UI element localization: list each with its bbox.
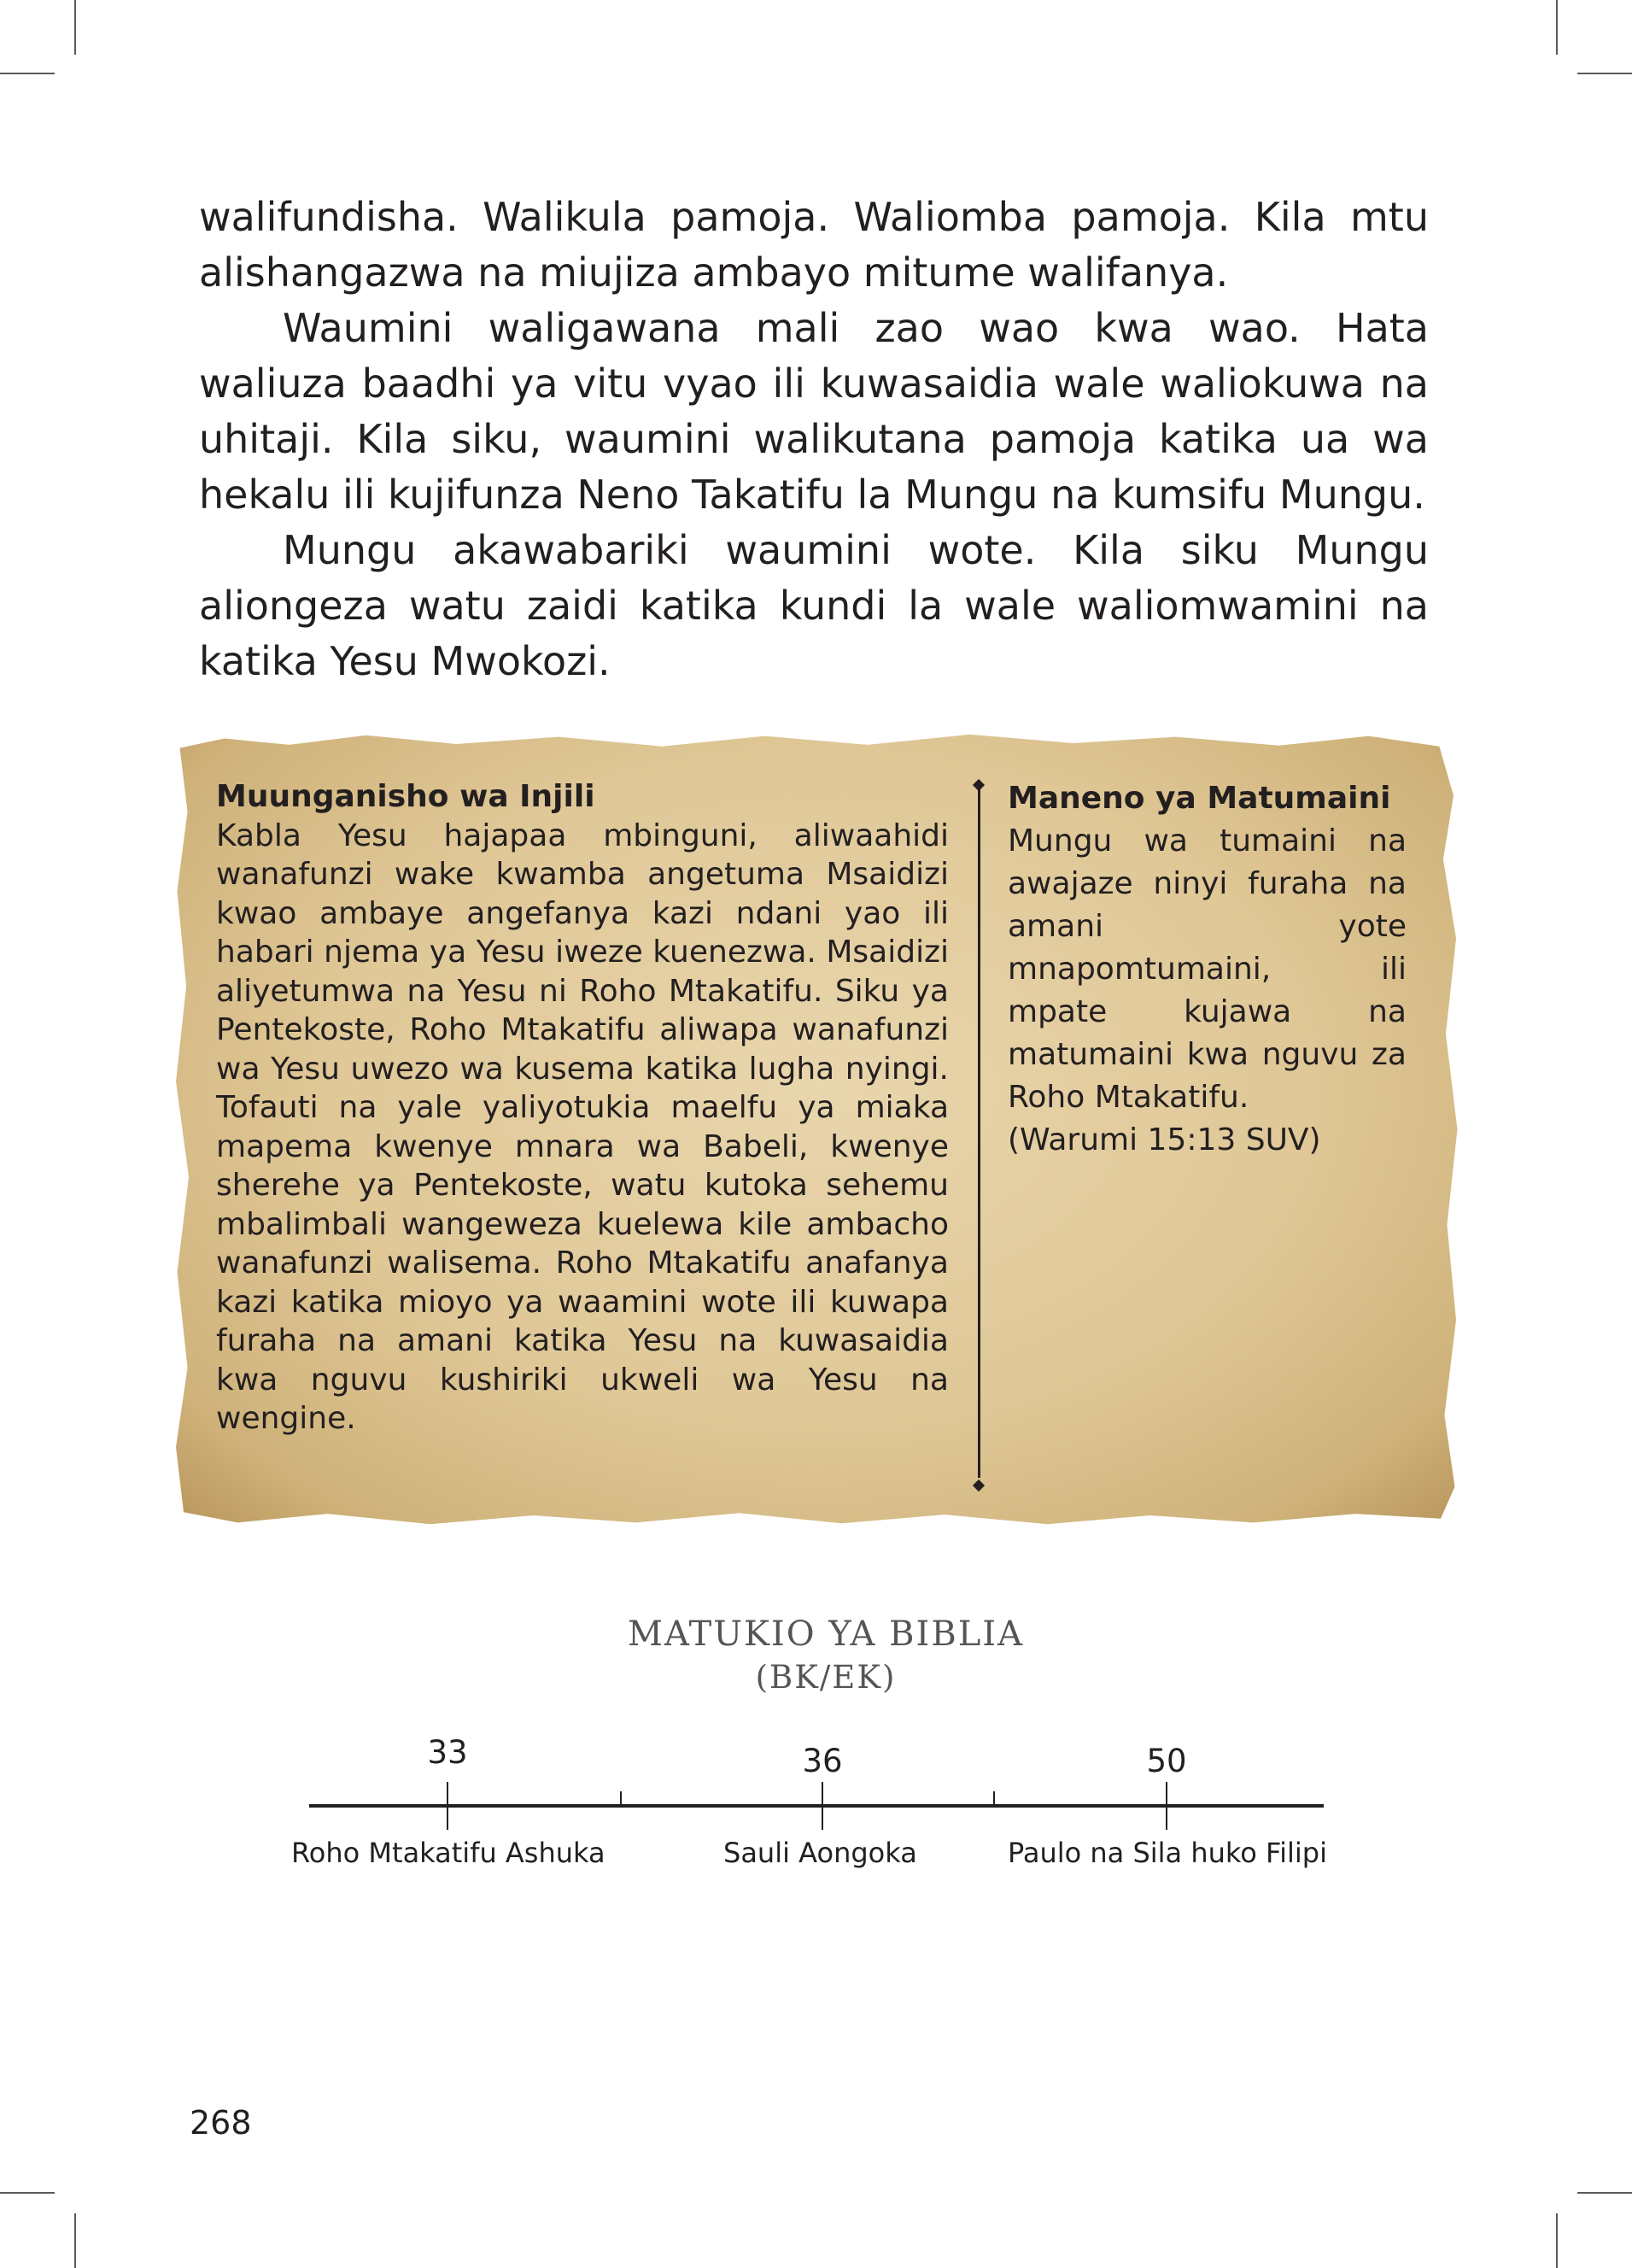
gospel-connection-section [216,777,949,1439]
crop-mark [1577,73,1632,74]
crop-mark [1577,2192,1632,2194]
body-text [199,190,1429,689]
crop-mark [74,2213,76,2268]
page-number: 268 [190,2104,252,2142]
timeline-event-label: Paulo na Sila huko Filipi [1008,1837,1327,1869]
crop-mark [0,2192,55,2194]
timeline-axis [309,1804,1324,1808]
words-of-hope-section [1008,777,1407,1162]
timeline-event-label: Roho Mtakatifu Ashuka [291,1837,605,1869]
timeline-year: 50 [1146,1743,1187,1779]
timeline-tick-minor [993,1791,995,1807]
timeline-subtitle: (BK/EK) [755,1659,897,1696]
words-of-hope-heading: Maneno ya Matumaini [1008,781,1391,816]
timeline-event-label: Sauli Aongoka [723,1837,917,1869]
timeline-tick [822,1782,823,1830]
timeline-year: 33 [427,1734,468,1771]
timeline-tick [447,1782,448,1830]
timeline-year: 36 [802,1743,843,1779]
timeline-tick [1166,1782,1167,1830]
words-of-hope-text: Mungu wa tumaini na awajaze ninyi furaha na amani yote mnapomtumaini, ili mpate kujawa na matumaini kwa nguvu za Roho Mtakatifu. [1008,823,1407,1115]
crop-mark [0,73,55,74]
timeline-tick-minor [620,1791,622,1807]
crop-mark [74,0,76,55]
paragraph: Mungu akawabariki waumini wote. Kila siku Mungu aliongeza watu zaidi katika kundi la wale waliomwamini na katika Yesu Mwokozi. [199,527,1429,684]
timeline-title: MATUKIO YA BIBLIA [628,1615,1024,1654]
paragraph: walifundisha. Walikula pamoja. Waliomba pamoja. Kila mtu alishangazwa na miujiza ambayo mitume walifanya. [199,194,1429,296]
crop-mark [1556,2213,1558,2268]
scripture-reference: (Warumi 15:13 SUV) [1008,1122,1321,1157]
paragraph: Waumini waligawana mali zao wao kwa wao. Hata waliuza baadhi ya vitu vyao ili kuwasaidia wale waliokuwa na uhitaji. Kila siku, waumini walikutana pamoja katika ua wa hekalu ili kujifunza Neno Takatifu la Mungu na kumsifu Mungu. [199,305,1429,518]
crop-mark [1556,0,1558,55]
column-divider [978,789,980,1478]
gospel-connection-text: Kabla Yesu hajapaa mbinguni, aliwaahidi wanafunzi wake kwamba angetuma Msaidizi kwao ambaye angefanya kazi ndani yao ili habari njema ya Yesu iweze kuenezwa. Msaidizi aliyetumwa na Yesu ni Roho Mtakatifu. Siku ya Pentekoste, Roho Mtakatifu aliwapa wanafunzi wa Yesu uwezo wa kusema katika lugha nyingi. Tofauti na yale yaliyotukia maelfu ya miaka mapema kwenye mnara wa Babeli, kwenye sherehe ya Pentekoste, watu kutoka sehemu mbalimbali wangeweza kuelewa kile ambacho wanafunzi walisema. Roho Mtakatifu anafanya kazi katika mioyo ya waamini wote ili kuwapa furaha na amani katika Yesu na kuwasaidia kwa nguvu kushiriki ukweli wa Yesu na wengine. [216,818,949,1436]
gospel-connection-heading: Muunganisho wa Injili [216,779,595,814]
